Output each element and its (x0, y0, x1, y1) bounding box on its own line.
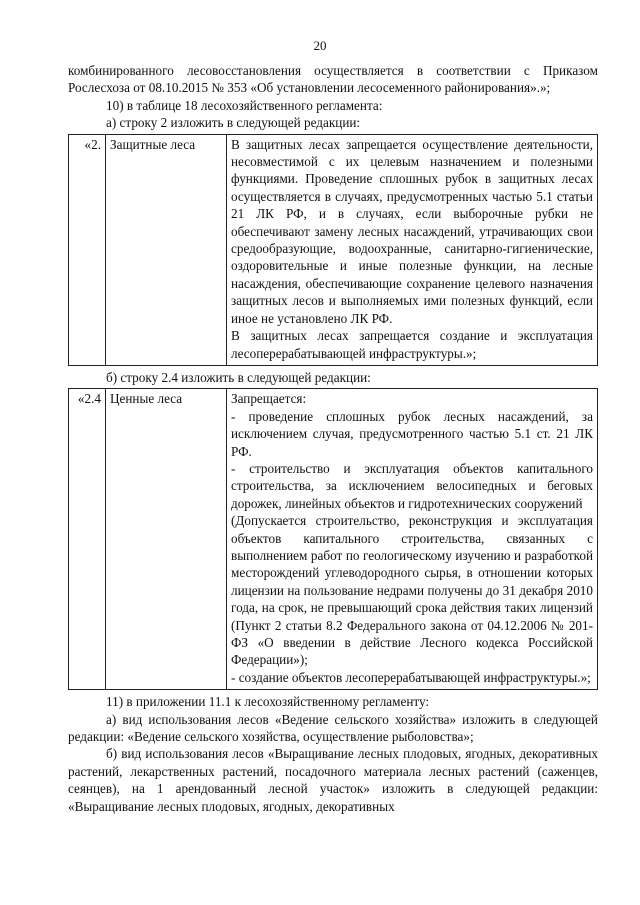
item-10-b: б) строку 2.4 изложить в следующей редакции: (106, 369, 371, 385)
restriction-paragraph: В защитных лесах запрещается осуществление деятельности, несовместимой с их целевым назначением и полезными функциями. Проведение сплошных рубок в защитных лесах осуществляется в случаях, предусмотренных частью 5.1 статьи 21 ЛК РФ, и в случаях, если выборочные рубки не обеспечивают замену лесных насаждений, утрачивающих свои средообразующие, водоохранные, санитарно-гигиенические, оздоровительные и иные полезные функции, на лесные насаждения, обеспечивающие сохранение целевого назначения защитных лесов и выполняемых ими полезных функций, если иное не установлено ЛК РФ. (231, 136, 593, 326)
item-10-a: а) строку 2 изложить в следующей редакции: (106, 115, 361, 131)
item-11-b: б) вид использования лесов «Выращивание лесных плодовых, ягодных, декоративных растений, лекарственных растений, посадочного материала лесных растений (саженцев, сеянцев), на 1 арендованный лесной участок» изложить в следующей редакции: «Выращивание лесных плодовых, ягодных, декоративных (68, 746, 598, 814)
intro-paragraph: комбинированного лесовосстановления осуществляется в соответствии с Приказом Рослесхоза от 08.10.2015 № 353 «Об установлении лесосеменного районирования».»; (68, 63, 598, 96)
forest-category: Защитные леса (106, 134, 227, 365)
restriction-line: - проведение сплошных рубок лесных насаждений, за исключением случая, предусмотренного частью 5.1 ст. 21 ЛК РФ. (231, 408, 593, 459)
restriction-line: (Допускается строительство, реконструкция и эксплуатация объектов капитального строительства, связанных с выполнением работ по геологическому изучению и разработкой месторождений углеводородного сырья, в отношении которых лицензии на пользование недрами получены до 31 декабря 2010 года, на срок, не превышающий срока действия таких лицензий (Пункт 2 статьи 8.2 Федерального закона от 04.12.2006 № 201-ФЗ «О введении в действие Лесного кодекса Российской Федерации»); (231, 513, 593, 668)
forest-category: Ценные леса (106, 389, 227, 690)
row-number: «2.4 (69, 389, 106, 690)
document-body (68, 62, 598, 815)
table-row (69, 389, 598, 690)
item-11: 11) в приложении 11.1 к лесохозяйственному регламенту: (106, 694, 430, 710)
restriction-paragraph: В защитных лесах запрещается создание и эксплуатация лесоперерабатывающей инфраструктуры.»; (231, 328, 593, 361)
restriction-line: Запрещается: (231, 391, 307, 407)
restriction-line: - создание объектов лесоперерабатывающей инфраструктуры.»; (231, 669, 591, 685)
regulation-table-row-2-4 (68, 388, 598, 690)
item-10: 10) в таблице 18 лесохозяйственного регламента: (106, 97, 383, 113)
table-row (69, 134, 598, 365)
restriction-line: - строительство и эксплуатация объектов капитального строительства, за исключением велосипедных и беговых дорожек, линейных объектов и гидротехнических сооружений (231, 460, 593, 511)
restrictions-cell (227, 389, 598, 690)
regulation-table-row-2 (68, 134, 598, 366)
restrictions-cell (227, 134, 598, 365)
page-number: 20 (313, 38, 327, 53)
item-11-a: а) вид использования лесов «Ведение сельского хозяйства» изложить в следующей редакции: «Ведение сельского хозяйства, осуществление рыболовства»; (68, 711, 598, 745)
row-number: «2. (69, 134, 106, 365)
